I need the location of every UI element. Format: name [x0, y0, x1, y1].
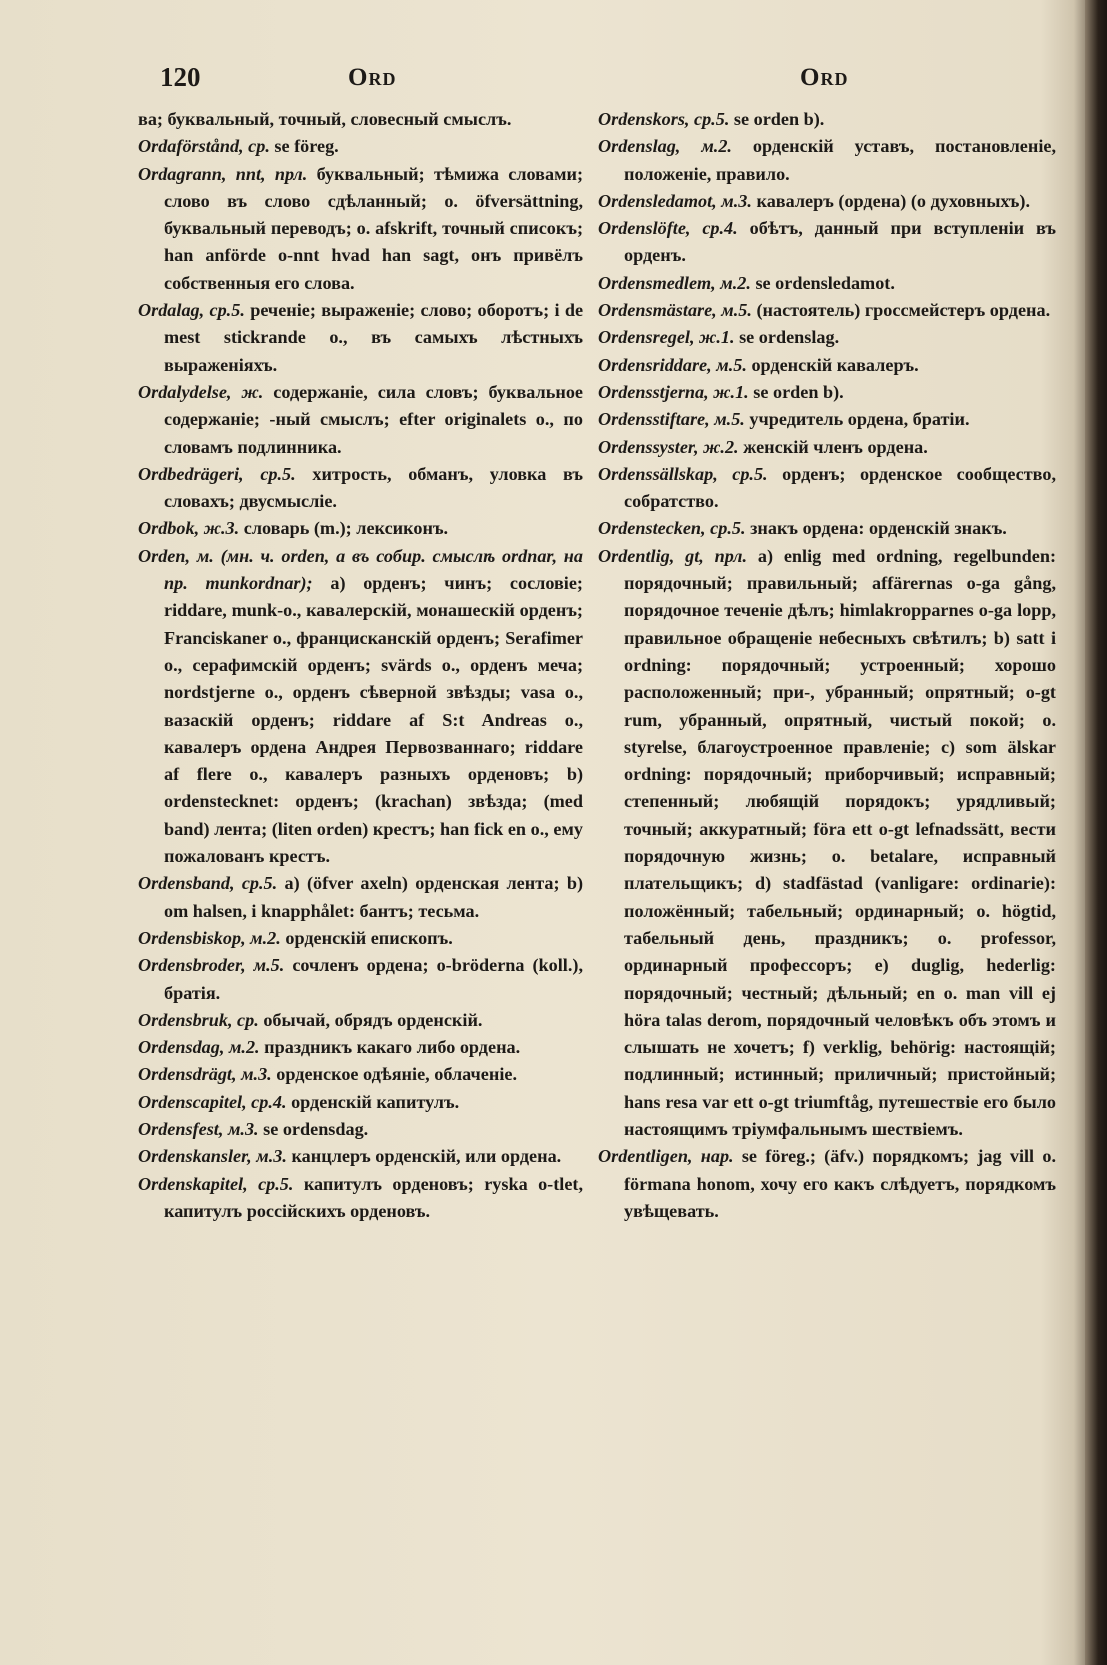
dictionary-entry: [598, 133, 1056, 188]
entry-grammar: ср.4.: [251, 1091, 287, 1112]
entry-definition: праздникъ какаго либо ордена.: [264, 1037, 521, 1058]
entry-grammar: м.3.: [241, 1064, 272, 1085]
entry-grammar: м.3.: [256, 1146, 287, 1167]
entry-definition: se orden b).: [753, 381, 844, 402]
entry-definition: se ordensledamot.: [755, 272, 895, 293]
dictionary-entry: [138, 952, 583, 1007]
dictionary-entry: [138, 1116, 583, 1143]
dictionary-entry: [598, 270, 1056, 297]
dictionary-entry: [598, 515, 1056, 542]
entry-definition: учредитель ордена, братіи.: [749, 409, 970, 430]
entry-headword: Ordenskapitel,: [138, 1173, 248, 1194]
entry-headword: Ordensriddare,: [598, 354, 712, 375]
entry-grammar: ср.5.: [732, 463, 768, 484]
entry-grammar: м.3.: [227, 1118, 259, 1139]
entry-definition: se föreg.; (äfv.) порядкомъ; jag vill o. förmana honom, хочу его какъ слѣдуетъ, порядкомъ увѣщевать.: [624, 1146, 1057, 1221]
dictionary-entry: [598, 461, 1056, 516]
entry-headword: Orden,: [138, 545, 191, 566]
entry-definition: капитулъ орденовъ; ryska o-tlet, капитулъ россійскихъ орденовъ.: [164, 1173, 584, 1221]
dictionary-entry: [138, 1089, 583, 1116]
entry-grammar: м.2.: [228, 1037, 260, 1058]
dictionary-entry: [598, 106, 1056, 133]
dictionary-entry: [598, 1143, 1056, 1225]
entry-headword: Ordensbiskop,: [138, 927, 246, 948]
dictionary-entry: [598, 352, 1056, 379]
entry-grammar: ср.: [248, 136, 270, 157]
entry-headword: Ordensstiftare,: [598, 409, 710, 430]
right-column: [598, 106, 1056, 1225]
entry-grammar: ср.5.: [209, 300, 245, 321]
dictionary-entry: [138, 297, 583, 379]
entry-definition: se orden b).: [733, 109, 825, 129]
entry-definition: se föreg.: [274, 136, 339, 157]
dictionary-entry: [138, 379, 583, 461]
entry-headword: Ordenskors,: [598, 109, 690, 129]
right-guide-word: Ord: [800, 64, 849, 91]
entry-grammar: м.5.: [714, 409, 745, 430]
entry-headword: Ordenstecken,: [598, 518, 706, 539]
entry-grammar: ж.3.: [203, 518, 240, 539]
dictionary-entry: [598, 215, 1056, 270]
entry-grammar: м.5.: [253, 955, 285, 976]
entry-grammar: gt, прл.: [685, 545, 748, 566]
entry-headword: Ordensdrägt,: [138, 1064, 237, 1085]
entry-grammar: ж.: [241, 381, 264, 402]
entry-definition: кавалеръ (ордена) (о духовныхъ).: [756, 190, 1031, 211]
entry-headword: Ordensfest,: [138, 1118, 224, 1139]
entry-headword: Ordenssyster,: [598, 436, 699, 457]
entry-definition: орденскій капитулъ.: [291, 1091, 460, 1112]
dictionary-entry: [138, 515, 583, 542]
entry-definition: (настоятель) гроссмейстеръ ордена.: [756, 300, 1051, 321]
entry-grammar: ср.: [237, 1009, 259, 1030]
entry-grammar: м.2.: [701, 136, 732, 157]
entry-headword: Ordensbroder,: [138, 955, 246, 976]
entry-definition: сочленъ ордена; o-bröderna (koll.), братія.: [164, 955, 584, 1003]
entry-headword: Ordbedrägeri,: [138, 463, 244, 484]
entry-definition: обѣтъ, данный при вступленіи въ орденъ.: [624, 218, 1056, 266]
dictionary-entry: [138, 870, 583, 925]
entry-definition: se ordenslag.: [739, 327, 840, 348]
running-header: [160, 62, 849, 102]
entry-grammar: ср.5.: [694, 109, 730, 129]
entry-definition: орденъ; орденское сообщество, собратство.: [624, 463, 1056, 512]
dictionary-entry: [138, 1143, 583, 1170]
dictionary-entry: [598, 434, 1056, 461]
entry-grammar: ср.4.: [702, 218, 738, 239]
entry-grammar: nnt, прл.: [235, 163, 308, 184]
entry-grammar: ср.5.: [710, 518, 746, 539]
dictionary-entry: [598, 406, 1056, 433]
entry-headword: Ordagrann,: [138, 163, 227, 184]
dictionary-entry: [598, 188, 1056, 215]
entry-headword: Ordensdag,: [138, 1037, 225, 1058]
entry-grammar: ж.1.: [699, 327, 735, 348]
dictionary-entry: [598, 379, 1056, 406]
entry-grammar: м. (мн. ч. orden, а въ собир. смыслѣ ordnar, на пр. munkordnar);: [164, 545, 584, 594]
entry-headword: Ordensbruk,: [138, 1009, 233, 1030]
entry-grammar: м.2.: [250, 927, 281, 948]
entry-grammar: м.5.: [716, 354, 747, 375]
dictionary-entry: [138, 133, 583, 160]
entry-definition: реченіе; выраженіе; слово; оборотъ; i de mest stickrande o., въ самыхъ лѣстныхъ выраженіяхъ.: [164, 300, 584, 375]
entry-grammar: ср.5.: [258, 1173, 294, 1194]
entry-definition: орденскій епископъ.: [285, 927, 453, 948]
dictionary-entry: [138, 461, 583, 516]
entry-grammar: ср.5.: [260, 463, 296, 484]
entry-headword: Ordentligen,: [598, 1146, 693, 1167]
entry-headword: Ordenscapitel,: [138, 1091, 247, 1112]
entry-headword: Ordalag,: [138, 300, 205, 321]
entry-headword: Ordenslag,: [598, 136, 681, 157]
entry-definition: a) (öfver axeln) орденская лента; b) om halsen, i knapphålet: бантъ; тесьма.: [164, 873, 584, 921]
entry-headword: Ordensledamot,: [598, 190, 717, 211]
entry-definition: ва; буквальный, точный, словесный смыслъ.: [138, 109, 512, 129]
entry-definition: женскій членъ ордена.: [743, 436, 928, 457]
entry-headword: Ordensmästare,: [598, 300, 717, 321]
dictionary-entry: [598, 297, 1056, 324]
entry-headword: Ordenssällskap,: [598, 463, 718, 484]
dictionary-entry: [138, 925, 583, 952]
entry-grammar: м.5.: [721, 300, 752, 321]
entry-definition: se ordensdag.: [263, 1118, 369, 1139]
entry-headword: Ordensmedlem,: [598, 272, 716, 293]
dictionary-entry: [598, 324, 1056, 351]
entry-definition: орденскій уставъ, постановленіе, положеніе, правило.: [624, 136, 1057, 184]
entry-definition: орденскій кавалеръ.: [751, 354, 919, 375]
entry-grammar: ж.1.: [713, 381, 749, 402]
entry-headword: Ordenslöfte,: [598, 218, 691, 239]
entry-definition: содержаніе, сила словъ; буквальное содержаніе; -ный смыслъ; efter originalets o., по словамъ подлинника.: [164, 381, 584, 457]
entry-definition: a) орденъ; чинъ; сословіе; riddare, munk-o., кавалерскій, монашескій орденъ; Franciskaner o., францисканскій орденъ; Serafimer o., серафимскій орденъ; svärds o., орденъ меча; nordstjerne o., орденъ сѣверной звѣзды; vasa o., вазаскій орденъ; riddare af S:t Andreas o., кавалеръ ордена Андрея Первозваннаго; riddare af flere o., кавалеръ разныхъ орденовъ; b) ordenstecknet: орденъ; (krachan) звѣзда; (med band) лента; (liten orden) крестъ; han fick en o., ему пожалованъ крестъ.: [164, 573, 583, 867]
book-spine: [1085, 0, 1107, 1665]
dictionary-entry: [138, 106, 583, 133]
entry-definition: обычай, обрядъ орденскій.: [263, 1009, 483, 1030]
entry-headword: Ordensregel,: [598, 327, 695, 348]
entry-headword: Ordalydelse,: [138, 381, 232, 402]
page-number: 120: [160, 62, 201, 92]
dictionary-entry: [598, 543, 1056, 1144]
entry-grammar: ж.2.: [703, 436, 739, 457]
entry-definition: a) enlig med ordning, regelbunden: порядочный; правильный; affärernas o-ga gång, порядочное теченіе дѣлъ; himlakropparnes o-ga lopp, правильное обращеніе небесныхъ свѣтилъ; b) satt i ordning: порядочный; устроенный; хорошо расположенный; при-, убранный; опрятный; o-gt rum, убранный, опрятный, чистый покой; o. styrelse, благоустроенное правленіе; c) som älskar ordning: порядочный; приборчивый; исправный; степенный; любящій порядокъ; урядливый; точный; аккуратный; föra ett o-gt lefnadssätt, вести порядочную жизнь; o. betalare, исправный плательщикъ; d) stadfästad (vanligare: ordinarie): положённый; табельный; ординарный; o. högtid, табельный день, праздникъ; o. professor, ординарный профессоръ; e) duglig, hederlig: порядочный; честный; дѣльный; en o. man vill ej höra talas derom, порядочный человѣкъ объ этомъ и слышать не хочетъ; f) verklig, behörig: настоящій; подлинный; истинный; приличный; пристойный; hans resa var ett o-gt triumftåg, путешествіе его было настоящимъ тріумфальнымъ шествіемъ.: [624, 545, 1056, 1139]
entry-grammar: нар.: [700, 1146, 734, 1167]
left-column: [138, 106, 583, 1225]
entry-definition: буквальный; тѣмижа словами; слово въ слово сдѣланный; o. öfversättning, буквальный переводъ; o. afskrift, точный списокъ; han anförde o-nnt hvad han sagt, онъ привёлъ собственныя его слова.: [164, 163, 584, 293]
entry-grammar: ср.5.: [241, 873, 278, 894]
entry-definition: хитрость, обманъ, уловка въ словахъ; двусмысліе.: [164, 463, 584, 512]
entry-headword: Ordensband,: [138, 873, 235, 894]
entry-headword: Ordenskansler,: [138, 1146, 252, 1167]
entry-headword: Ordentlig,: [598, 545, 675, 566]
left-guide-word: Ord: [348, 64, 397, 91]
entry-definition: словарь (m.); лексиконъ.: [243, 518, 449, 539]
dictionary-entry: [138, 1034, 583, 1061]
entry-headword: Ordaförstånd,: [138, 136, 244, 157]
entry-headword: Ordbok,: [138, 518, 200, 539]
dictionary-entry: [138, 161, 583, 297]
dictionary-entry: [138, 1171, 583, 1226]
dictionary-entry: [138, 543, 583, 871]
dictionary-entry: [138, 1007, 583, 1034]
dictionary-entry: [138, 1061, 583, 1088]
entry-definition: орденское одѣяніе, облаченіе.: [276, 1064, 518, 1085]
entry-headword: Ordensstjerna,: [598, 381, 709, 402]
entry-definition: канцлеръ орденскій, или ордена.: [291, 1146, 562, 1167]
entry-grammar: м.3.: [721, 190, 752, 211]
entry-grammar: м.2.: [720, 272, 751, 293]
entry-definition: знакъ ордена: орденскій знакъ.: [750, 518, 1007, 539]
